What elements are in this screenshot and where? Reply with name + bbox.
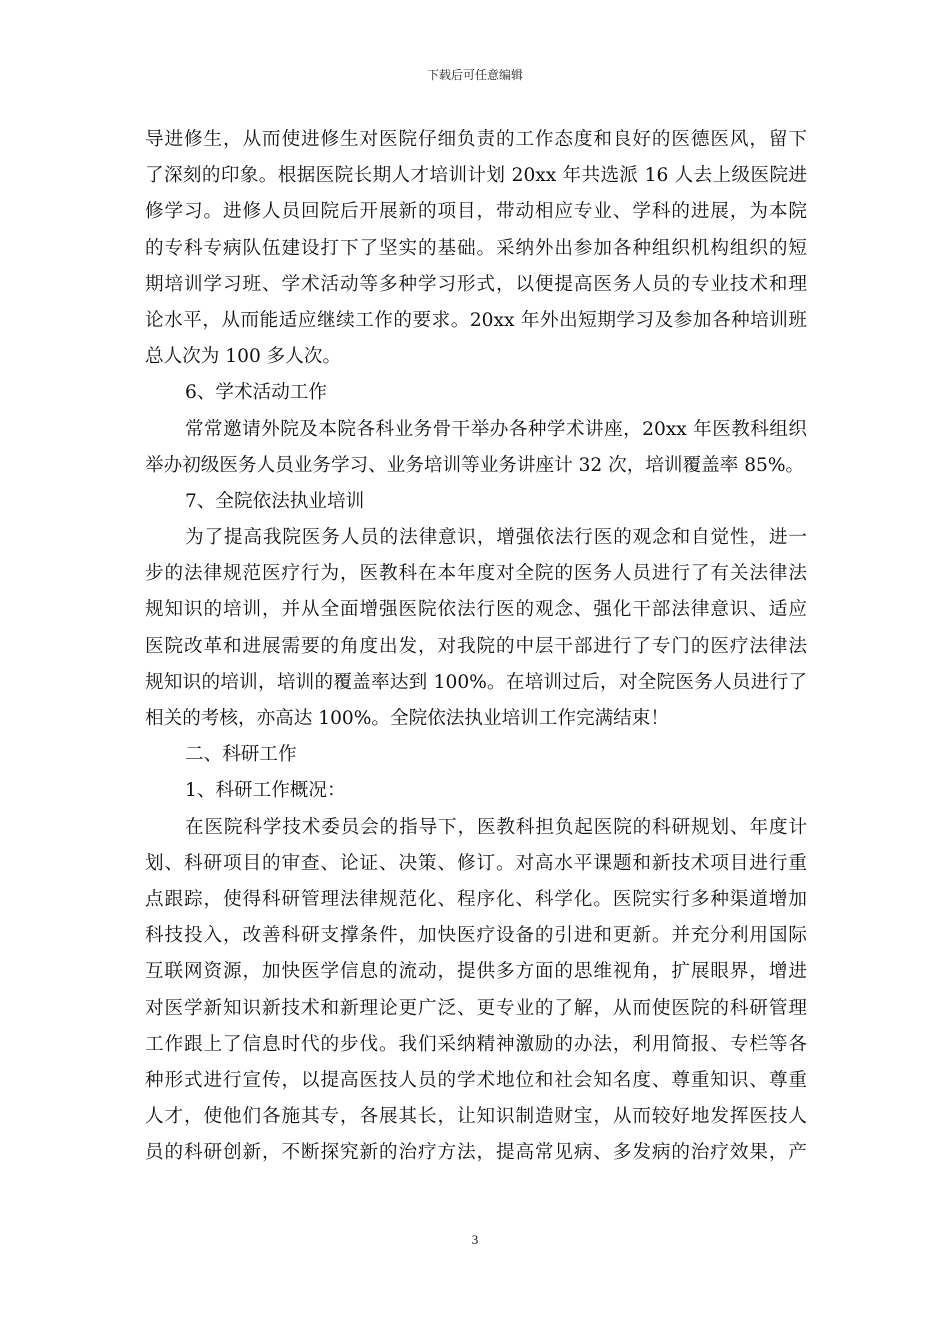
section-heading: 二、科研工作 <box>185 744 297 766</box>
page-header: 下载后可任意编辑 <box>426 68 523 82</box>
paragraph-line: 论水平，从而能适应继续工作的要求。20xx 年外出短期学习及参加各种培训班 <box>145 309 807 331</box>
paragraph-line: 工作跟上了信息时代的步伐。我们采纳精神激励的办法，利用简报、专栏等各 <box>145 1033 807 1055</box>
paragraph-line: 总人次为 100 多人次。 <box>145 346 342 368</box>
paragraph-line: 互联网资源，加快医学信息的流动，提供多方面的思维视角，扩展眼界，增进 <box>145 961 807 983</box>
paragraph-line: 的专科专病队伍建设打下了坚实的基础。采纳外出参加各种组织机构组织的短 <box>145 237 807 259</box>
section-heading: 6、学术活动工作 <box>185 382 327 404</box>
paragraph-line: 医院改革和进展需要的角度出发，对我院的中层干部进行了专门的医疗法律法 <box>145 635 807 657</box>
paragraph-line: 在医院科学技术委员会的指导下，医教科担负起医院的科研规划、年度计 <box>185 816 807 838</box>
subsection-heading: 1、科研工作概况： <box>185 780 346 802</box>
paragraph-line: 期培训学习班、学术活动等多种学习形式，以便提高医务人员的专业技术和理 <box>145 273 807 295</box>
paragraph-line: 规知识的培训，并从全面增强医院依法行医的观念、强化干部法律意识、适应 <box>145 599 807 621</box>
paragraph-line: 修学习。进修人员回院后开展新的项目，带动相应专业、学科的进展，为本院 <box>145 201 807 223</box>
paragraph-line: 规知识的培训，培训的覆盖率达到 100%。在培训过后，对全院医务人员进行了 <box>145 671 807 693</box>
paragraph-line: 为了提高我院医务人员的法律意识，增强依法行医的观念和自觉性，进一 <box>185 527 807 549</box>
paragraph-line: 种形式进行宣传，以提高医技人员的学术地位和社会知名度、尊重知识、尊重 <box>145 1069 807 1091</box>
paragraph-line: 科技投入，改善科研支撑条件，加快医疗设备的引进和更新。并充分利用国际 <box>145 925 807 947</box>
page-number: 3 <box>471 1232 479 1247</box>
document-body <box>145 122 807 1171</box>
paragraph-line: 对医学新知识新技术和新理论更广泛、更专业的了解，从而使医院的科研管理 <box>145 997 807 1019</box>
paragraph-line: 了深刻的印象。根据医院长期人才培训计划 20xx 年共选派 16 人去上级医院进 <box>145 165 807 187</box>
paragraph-line: 员的科研创新，不断探究新的治疗方法，提高常见病、多发病的治疗效果，产 <box>145 1142 807 1164</box>
paragraph-line: 相关的考核，亦高达 100%。全院依法执业培训工作完满结束！ <box>145 708 669 729</box>
paragraph-line: 人才，使他们各施其专，各展其长，让知识制造财宝，从而较好地发挥医技人 <box>145 1106 807 1128</box>
paragraph-line: 步的法律规范医疗行为，医教科在本年度对全院的医务人员进行了有关法律法 <box>145 563 807 585</box>
paragraph-line: 点跟踪，使得科研管理法律规范化、程序化、科学化。医院实行多种渠道增加 <box>145 888 807 910</box>
paragraph-line: 导进修生，从而使进修生对医院仔细负责的工作态度和良好的医德医风，留下 <box>145 129 807 150</box>
paragraph-line: 划、科研项目的审查、论证、决策、修订。对高水平课题和新技术项目进行重 <box>145 852 807 874</box>
paragraph-line: 举办初级医务人员业务学习、业务培训等业务讲座计 32 次，培训覆盖率 85%。 <box>145 454 805 476</box>
paragraph-line: 常常邀请外院及本院各科业务骨干举办各种学术讲座，20xx 年医教科组织 <box>185 418 807 440</box>
section-heading: 7、全院依法执业培训 <box>185 490 365 512</box>
